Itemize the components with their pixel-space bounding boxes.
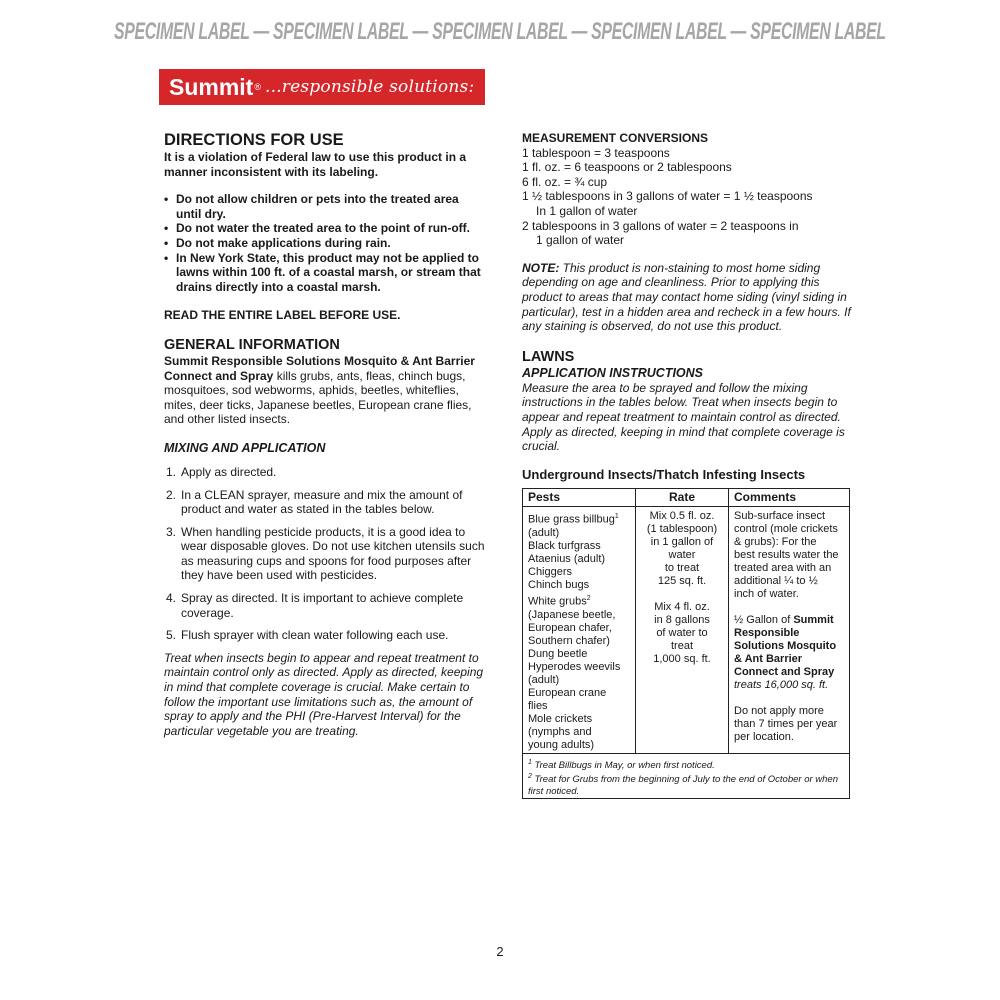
- list-item: 4. Spray as directed. It is important to achieve complete coverage.: [166, 591, 464, 620]
- mixing-steps: [164, 465, 486, 643]
- note-label: NOTE:: [522, 260, 560, 275]
- conversion-line: 1 fl. oz. = 6 teaspoons or 2 tablespoons: [522, 160, 732, 175]
- conversion-line: In 1 gallon of water: [536, 203, 638, 218]
- precautions-list: [164, 192, 486, 294]
- footnote: $^2$ Treat for Grubs from the beginning of July to the end of October or when first noticed.: [528, 773, 839, 797]
- table-title: Underground Insects/Thatch Infesting Insects: [522, 466, 806, 482]
- staining-note: [522, 261, 852, 334]
- application-instructions-title: APPLICATION INSTRUCTIONS: [522, 365, 704, 380]
- pests-cell: Blue grass billbug$^1$ (adult) Black turfgrass Ataenius (adult) Chiggers Chinch bugs White grubs$^2$ (Japanese beetle, European chafer, Southern chafer) Dung beetle Hyperodes weevils (adult) European crane flies Mole crickets (nymphs and young adults): [523, 507, 636, 753]
- footnote: $^1$ Treat Billbugs in May, or when first noticed.: [528, 758, 715, 771]
- list-item: • Do not water the treated area to the point of run-off.: [164, 221, 486, 236]
- mixing-title: MIXING AND APPLICATION: [164, 440, 326, 455]
- general-info-body: [164, 354, 486, 427]
- lawns-body: Measure the area to be sprayed and follow the mixing instructions in the tables below. Treat when insects begin to appear and repeat treatment to maintain control as directed. Apply as directed, keeping in mind that complete coverage is crucial.: [522, 380, 845, 454]
- brand-name: Summit: [169, 73, 254, 100]
- conversion-line: 1 gallon of water: [536, 233, 625, 248]
- list-item: 5. Flush sprayer with clean water following each use.: [166, 628, 449, 643]
- comments-cell: Sub-surface insect control (mole crickets & grubs): For the best results water the treated area with an additional ¼ to ½ inch of water. ½ Gallon of Summit Responsible Solutions Mosquito & Ant Barrier Connect and Spray treats 16,000 sq. ft. Do not apply more than 7 times per year per location.: [729, 507, 850, 753]
- conversion-line: 1 ½ tablespoons in 3 gallons of water = 1 ½ teaspoons: [522, 189, 813, 204]
- brand-banner: [159, 69, 485, 105]
- rate-cell: Mix 0.5 fl. oz. (1 tablespoon) in 1 gallon of water to treat 125 sq. ft. Mix 4 fl. oz. in 8 gallons of water to treat 1,000 sq. ft.: [636, 507, 729, 753]
- specimen-label-banner: SPECIMEN LABEL — SPECIMEN LABEL — SPECIMEN LABEL — SPECIMEN LABEL — SPECIMEN LABEL: [114, 18, 886, 45]
- right-column: [522, 131, 852, 799]
- treatment-note: Treat when insects begin to appear and repeat treatment to maintain control only as directed. Apply as directed, keeping in mind that complete coverage is crucial. Make certain to follow the important use limitations such as, the amount of spray to apply and the PHI (Pre-Harvest Interval) for the particular vegetable you are treating.: [164, 650, 484, 738]
- table-footnotes: [523, 753, 850, 799]
- lawns-title: LAWNS: [522, 348, 575, 365]
- list-item: • In New York State, this product may not be applied to lawns within 100 ft. of a coastal marsh, or stream that drains directly into a coastal marsh.: [164, 251, 486, 295]
- product-name: Summit Responsible Solutions Mosquito & Ant Barrier Connect and Spray: [164, 353, 475, 383]
- list-item: 1. Apply as directed.: [166, 464, 277, 479]
- list-item: • Do not allow children or pets into the treated area until dry.: [164, 192, 486, 221]
- column-header-rate: Rate: [636, 489, 729, 507]
- conversion-line: 6 fl. oz. = ¾ cup: [522, 174, 608, 189]
- read-label-notice: READ THE ENTIRE LABEL BEFORE USE.: [164, 308, 401, 323]
- registered-mark: ®: [254, 82, 261, 92]
- insects-table: [522, 488, 850, 799]
- general-info-title: GENERAL INFORMATION: [164, 336, 340, 353]
- page-number: 2: [496, 944, 504, 959]
- list-item: • Do not make applications during rain.: [164, 236, 486, 251]
- table-row: [523, 507, 850, 753]
- conversion-line: 2 tablespoons in 3 gallons of water = 2 teaspoons in: [522, 218, 799, 233]
- conversion-line: 1 tablespoon = 3 teaspoons: [522, 145, 670, 160]
- general-info-text: kills grubs, ants, fleas, chinch bugs, mosquitoes, sod webworms, aphids, beetles, whiteflies, mites, deer ticks, Japanese beetles, European crane flies, and other listed insects.: [164, 368, 472, 427]
- federal-law-warning: It is a violation of Federal law to use this product in a manner inconsistent with its labeling.: [164, 150, 467, 179]
- column-header-pests: Pests: [523, 489, 636, 507]
- list-item: 3. When handling pesticide products, it is a good idea to wear disposable gloves. Do not use kitchen utensils such as measuring cups and spoons for food purposes after they have been used with pesticides.: [166, 524, 485, 583]
- column-header-comments: Comments: [729, 489, 850, 507]
- directions-title: DIRECTIONS FOR USE: [164, 131, 344, 149]
- note-text: This product is non-staining to most home siding depending on age and cleanliness. Prior to applying this product to areas that may contact home siding (vinyl siding in particular), test in a hidden area and recheck in a few hours. If any staining is observed, do not use this product.: [522, 260, 851, 334]
- list-item: 2. In a CLEAN sprayer, measure and mix the amount of product and water as stated in the tables below.: [166, 487, 463, 517]
- left-column: [164, 131, 486, 738]
- brand-tagline: ...responsible solutions:: [264, 77, 475, 97]
- table-footnotes-row: [523, 753, 850, 799]
- conversions-title: MEASUREMENT CONVERSIONS: [522, 131, 709, 145]
